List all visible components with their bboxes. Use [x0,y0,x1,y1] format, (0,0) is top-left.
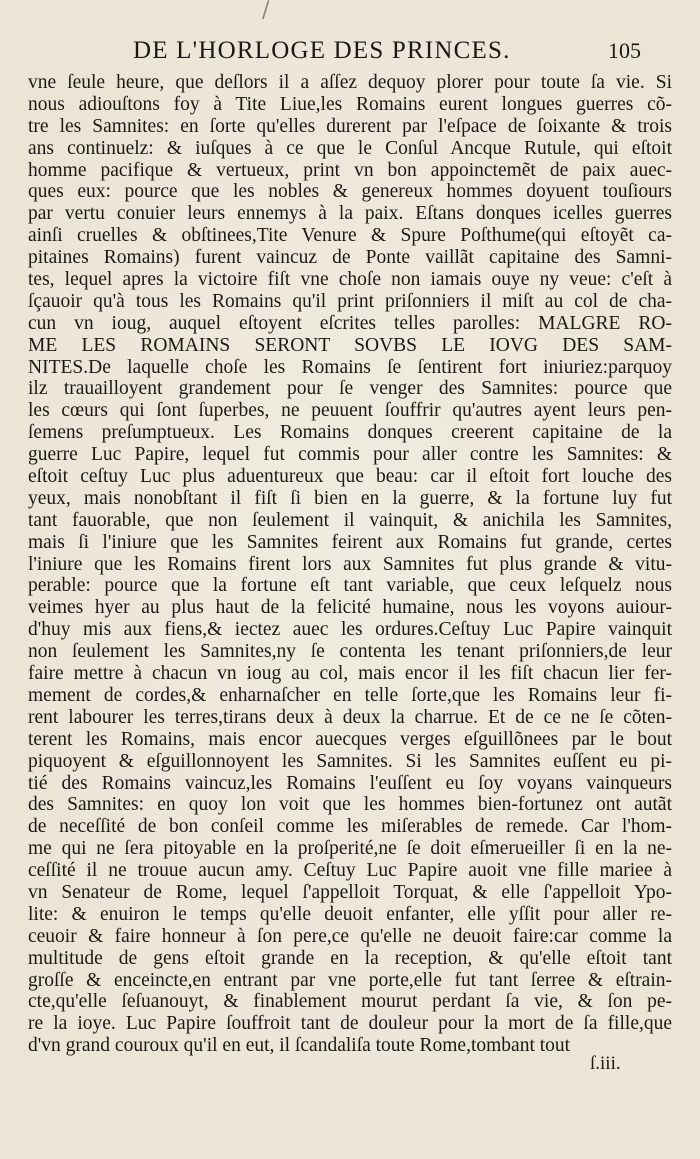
text-line: ME LES ROMAINS SERONT SOVBS LE IOVG DES SAM- [28,334,672,356]
text-line: d'vn grand couroux qu'il en eut, il ſcandaliſa toute Rome,tombant tout [28,1035,571,1057]
text-line: yeux, mais nonobſtant il fiſt ſi bien en la guerre, & la fortune luy fut [28,487,672,509]
text-line: veimes hyer au plus haut de la felicité humaine, nous les voyons auiour- [28,597,672,619]
running-title: DE L'HORLOGE DES PRINCES. [133,37,511,64]
text-line: eſtoit ceſtuy Luc plus aduentureux que beau: car il eſtoit fort louche des [28,466,672,488]
text-line: guerre Luc Papire, lequel fut commis pour aller contre les Samnites: & [28,444,672,466]
text-line: par vertu conuier leurs ennemys à la paix. Eſtans donques icelles guerres [28,203,672,225]
text-line: perable: pource que la fortune eſt tant variable, que ceux leſquelz nous [28,575,672,597]
text-line: ans continuelz: & iuſques à ce que le Conſul Ancque Rutule, qui eſtoit [28,137,672,159]
text-line: re la ioye. Luc Papire ſouffroit tant de douleur pour la mort de ſa fille,que [28,1013,672,1035]
text-line: vne ſeule heure, que deſlors il a aſſez dequoy plorer pour toute ſa vie. Si [28,72,672,93]
text-line: tre les Samnites: en ſorte qu'elles durerent par l'eſpace de ſoixante & trois [28,115,672,137]
text-line: tié des Romains vaincuz,les Romains l'euſſent eu ſoy voyans vainqueurs [28,772,672,794]
text-line: de neceſſité de bon conſeil comme les miſerables de remede. Car l'hom- [28,816,672,838]
text-line: ques eux: pource que les nobles & genereux hommes doyuent touſiours [28,181,672,203]
text-line: nous adiouſtons foy à Tite Liue,les Romains eurent longues guerres cõ- [28,93,672,115]
text-line: d'huy mis aux fiens,& iectez auec les ordures.Ceſtuy Luc Papire vainquit [28,619,672,641]
text-line: ceuoir & faire honneur à ſon pere,ce qu'elle ne deuoit faire:car comme la [28,925,672,947]
signature-mark: ſ.iii. [590,1053,621,1074]
text-line: ceſſité il ne trouue aucun amy. Ceſtuy Luc Papire auoit vne fille mariee à [28,860,672,882]
text-line: ilz trauailloyent grandement pour ſe venger des Samnites: pource que [28,378,672,400]
text-line: vn Senateur de Rome, lequel ſ'appelloit Torquat, & elle ſ'appelloit Ypo- [28,881,672,903]
text-line: des Samnites: en quoy lon voit que les hommes bien-fortunez ont autãt [28,794,672,816]
text-line: non ſeulement les Samnites,ny ſe contenta les tenant priſonniers,de leur [28,641,672,663]
body-text [28,72,672,1057]
text-line: pitaines Romains) furent vaincuz de Ponte vaillãt capitaine des Samni- [28,247,672,269]
text-line: rent labourer les terres,tirans deux à deux la charrue. Et de ce ne ſe cõten- [28,706,672,728]
text-line: lite: & enuiron le temps qu'elle deuoit enfanter, elle yſſit pour aller re- [28,903,672,925]
text-line: tes, lequel apres la victoire fiſt vne choſe non iamais ouye ny veue: c'eſt à [28,269,672,291]
page-number: 105 [608,38,641,63]
text-line: piquoyent & eſguillonnoyent les Samnites. Si les Samnites euſſent eu pi- [28,750,672,772]
text-line: les cœurs qui ſont ſuperbes, ne peuuent ſouffrir qu'autres ayent leurs pen- [28,400,672,422]
text-line: l'iniure que les Romains firent lors aux Samnites fut plus grande & vitu- [28,553,672,575]
text-line: homme pacifique & vertueux, print vn bon appoinctemẽt de paix auec- [28,159,672,181]
text-line: NITES.De laquelle choſe les Romains ſe ſentirent fort iniuriez:parquoy [28,356,672,378]
text-line: ſemens preſumptueux. Les Romains donques creerent capitaine de la [28,422,672,444]
text-line: mais ſi l'iniure que les Samnites feirent aux Romains fut grande, certes [28,531,672,553]
text-line: cun vn ioug, auquel eſtoyent eſcrites telles parolles: MALGRE RO- [28,312,672,334]
text-line: ſçauoir qu'à tous les Romains qu'il print priſonniers il miſt au col de cha- [28,290,672,312]
text-line: mement de cordes,& enharnaſcher en telle ſorte,que les Romains leur fi- [28,684,672,706]
text-line: cte,qu'elle ſeſuanouyt, & finablement mourut perdant ſa vie, & ſon pe- [28,991,672,1013]
text-line: terent les Romains, mais encor auecques verges eſguillõnees par le bout [28,728,672,750]
text-line: groſſe & enceincte,en entrant par vne porte,elle fut tant ſerree & eſtrain- [28,969,672,991]
text-line: faire mettre à chacun vn ioug au col, mais encor il les fiſt chacun lier fer- [28,663,672,685]
text-line: multitude de gens eſtoit grande en la reception, & qu'elle eſtoit tant [28,947,672,969]
text-line: ainſi cruelles & obſtinees,Tite Venure & Spure Poſthume(qui eſtoyẽt ca- [28,225,672,247]
text-line: tant fauorable, que non ſeulement il vainquit, & anichila les Samnites, [28,509,672,531]
pen-stroke-mark: / [262,0,270,23]
text-line: me qui ne ſera pitoyable en la proſperité,ne ſe doit eſmerueiller ſi en la ne- [28,838,672,860]
